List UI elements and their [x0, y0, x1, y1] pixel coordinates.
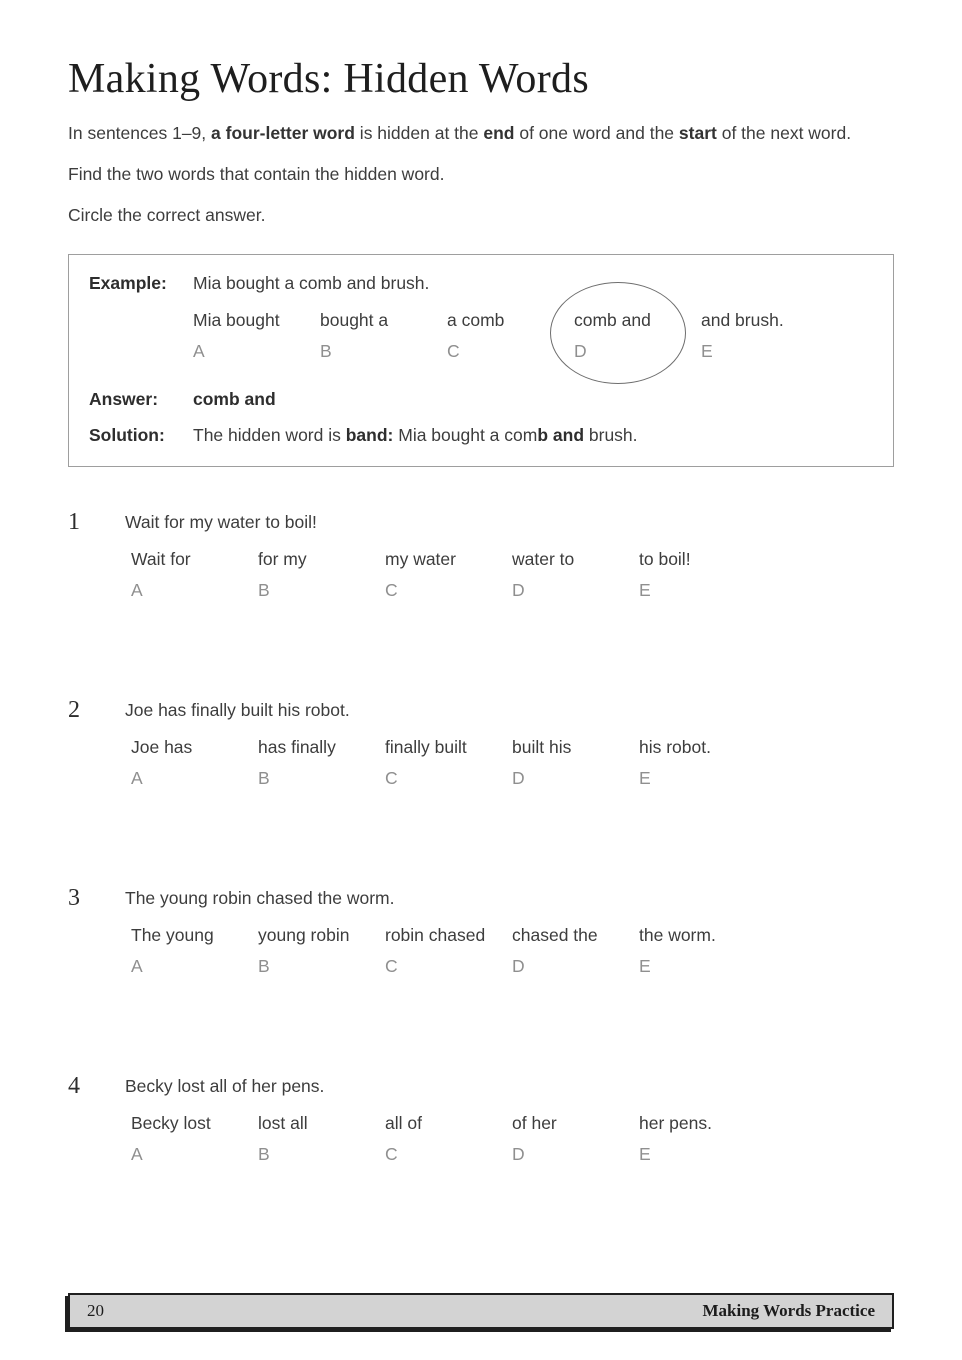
instruction-paragraph-3: Circle the correct answer. [68, 205, 266, 226]
example-options-row [193, 310, 873, 361]
option-letter: E [639, 580, 651, 601]
option-letter: B [258, 580, 270, 601]
option-cell [258, 1113, 385, 1164]
option-word: The young [131, 925, 214, 946]
option-word: chased the [512, 925, 598, 946]
solution-segment: Mia bought a com [393, 425, 538, 446]
example-label: Example: [89, 273, 167, 294]
option-cell [639, 737, 766, 788]
option-cell [258, 925, 385, 976]
option-letter: A [131, 956, 143, 977]
option-letter: E [701, 341, 713, 362]
option-cell [447, 310, 574, 361]
option-letter: B [258, 768, 270, 789]
question-body [125, 512, 766, 600]
option-cell [512, 549, 639, 600]
option-letter: A [131, 768, 143, 789]
question-block [68, 697, 894, 789]
option-cell [385, 549, 512, 600]
option-cell [385, 737, 512, 788]
solution-bold: b and [537, 425, 585, 446]
option-letter: B [258, 1144, 270, 1165]
option-cell [701, 310, 828, 361]
option-cell [639, 549, 766, 600]
instruction-paragraph-1 [68, 120, 852, 147]
question-sentence: The young robin chased the worm. [125, 888, 395, 909]
instruction-text: of one word and the [514, 123, 679, 144]
option-letter: C [447, 341, 460, 362]
option-letter: C [385, 580, 398, 601]
option-letter: B [258, 956, 270, 977]
instruction-paragraph-2: Find the two words that contain the hidden word. [68, 164, 445, 185]
option-letter: C [385, 1144, 398, 1165]
option-word: lost all [258, 1113, 308, 1134]
instruction-text: is hidden at the [354, 123, 484, 144]
question-body [125, 888, 766, 976]
option-letter: C [385, 956, 398, 977]
option-letter: D [512, 1144, 525, 1165]
option-letter: B [320, 341, 332, 362]
example-box [68, 254, 894, 467]
option-cell [258, 737, 385, 788]
option-cell [131, 1113, 258, 1164]
option-letter: E [639, 956, 651, 977]
question-number: 4 [68, 1073, 80, 1100]
option-letter: A [193, 341, 205, 362]
option-word: of her [512, 1113, 557, 1134]
solution-segment: The hidden word is [193, 425, 346, 446]
solution-text [193, 425, 638, 446]
option-cell [131, 925, 258, 976]
option-cell [639, 925, 766, 976]
option-word: all of [385, 1113, 422, 1134]
option-letter: C [385, 768, 398, 789]
option-letter: A [131, 1144, 143, 1165]
option-cell [258, 549, 385, 600]
option-word: Wait for [131, 549, 191, 570]
option-cell [385, 1113, 512, 1164]
option-letter: A [131, 580, 143, 601]
option-cell [512, 1113, 639, 1164]
question-block [68, 1073, 894, 1165]
option-cell [320, 310, 447, 361]
option-word: to boil! [639, 549, 691, 570]
option-word: the worm. [639, 925, 716, 946]
answer-label: Answer: [89, 389, 159, 410]
footer-bar [68, 1293, 894, 1329]
question-body [125, 700, 766, 788]
option-word: a comb [447, 310, 505, 331]
question-number: 2 [68, 697, 80, 724]
option-letter: E [639, 768, 651, 789]
question-options-row [131, 1113, 766, 1164]
option-word: Mia bought [193, 310, 280, 331]
footer-label: Making Words Practice [702, 1301, 875, 1320]
option-letter: E [639, 1144, 651, 1165]
questions-list [68, 509, 894, 1165]
option-cell [512, 737, 639, 788]
instruction-bold: end [483, 123, 515, 144]
option-cell [639, 1113, 766, 1164]
option-cell [574, 310, 701, 361]
solution-segment: brush. [584, 425, 638, 446]
question-options-row [131, 925, 766, 976]
option-word: bought a [320, 310, 389, 331]
option-word: Becky lost [131, 1113, 211, 1134]
question-block [68, 885, 894, 977]
page-title: Making Words: Hidden Words [68, 56, 589, 102]
answer-value: comb and [193, 389, 276, 410]
question-sentence: Joe has finally built his robot. [125, 700, 350, 721]
question-body [125, 1076, 766, 1164]
option-word: finally built [385, 737, 467, 758]
question-options-row [131, 737, 766, 788]
option-word: her pens. [639, 1113, 712, 1134]
solution-label: Solution: [89, 425, 165, 446]
option-cell [131, 737, 258, 788]
option-word: and brush. [701, 310, 784, 331]
question-sentence: Wait for my water to boil! [125, 512, 317, 533]
option-letter: D [574, 341, 587, 362]
question-sentence: Becky lost all of her pens. [125, 1076, 325, 1097]
option-cell [193, 310, 320, 361]
instruction-text: of the next word. [716, 123, 852, 144]
question-block [68, 509, 894, 601]
question-options-row [131, 549, 766, 600]
option-word: young robin [258, 925, 350, 946]
option-letter: D [512, 580, 525, 601]
page-number: 20 [87, 1301, 104, 1320]
option-cell [512, 925, 639, 976]
instruction-text: In sentences 1–9, [68, 123, 212, 144]
option-cell [131, 549, 258, 600]
example-answer-row [89, 389, 873, 410]
option-word: robin chased [385, 925, 486, 946]
question-number: 3 [68, 885, 80, 912]
option-word: comb and [574, 310, 651, 331]
example-sentence: Mia bought a comb and brush. [193, 273, 430, 294]
option-word: for my [258, 549, 307, 570]
example-solution-row [89, 425, 873, 446]
solution-bold: band: [345, 425, 394, 446]
option-word: has finally [258, 737, 336, 758]
option-letter: D [512, 768, 525, 789]
option-word: my water [385, 549, 456, 570]
option-cell [385, 925, 512, 976]
option-letter: D [512, 956, 525, 977]
option-word: built his [512, 737, 572, 758]
instruction-bold: start [678, 123, 717, 144]
option-word: his robot. [639, 737, 711, 758]
example-sentence-row [89, 273, 873, 294]
instruction-bold: a four-letter word [211, 123, 355, 144]
question-number: 1 [68, 509, 80, 536]
option-word: water to [512, 549, 575, 570]
option-word: Joe has [131, 737, 193, 758]
